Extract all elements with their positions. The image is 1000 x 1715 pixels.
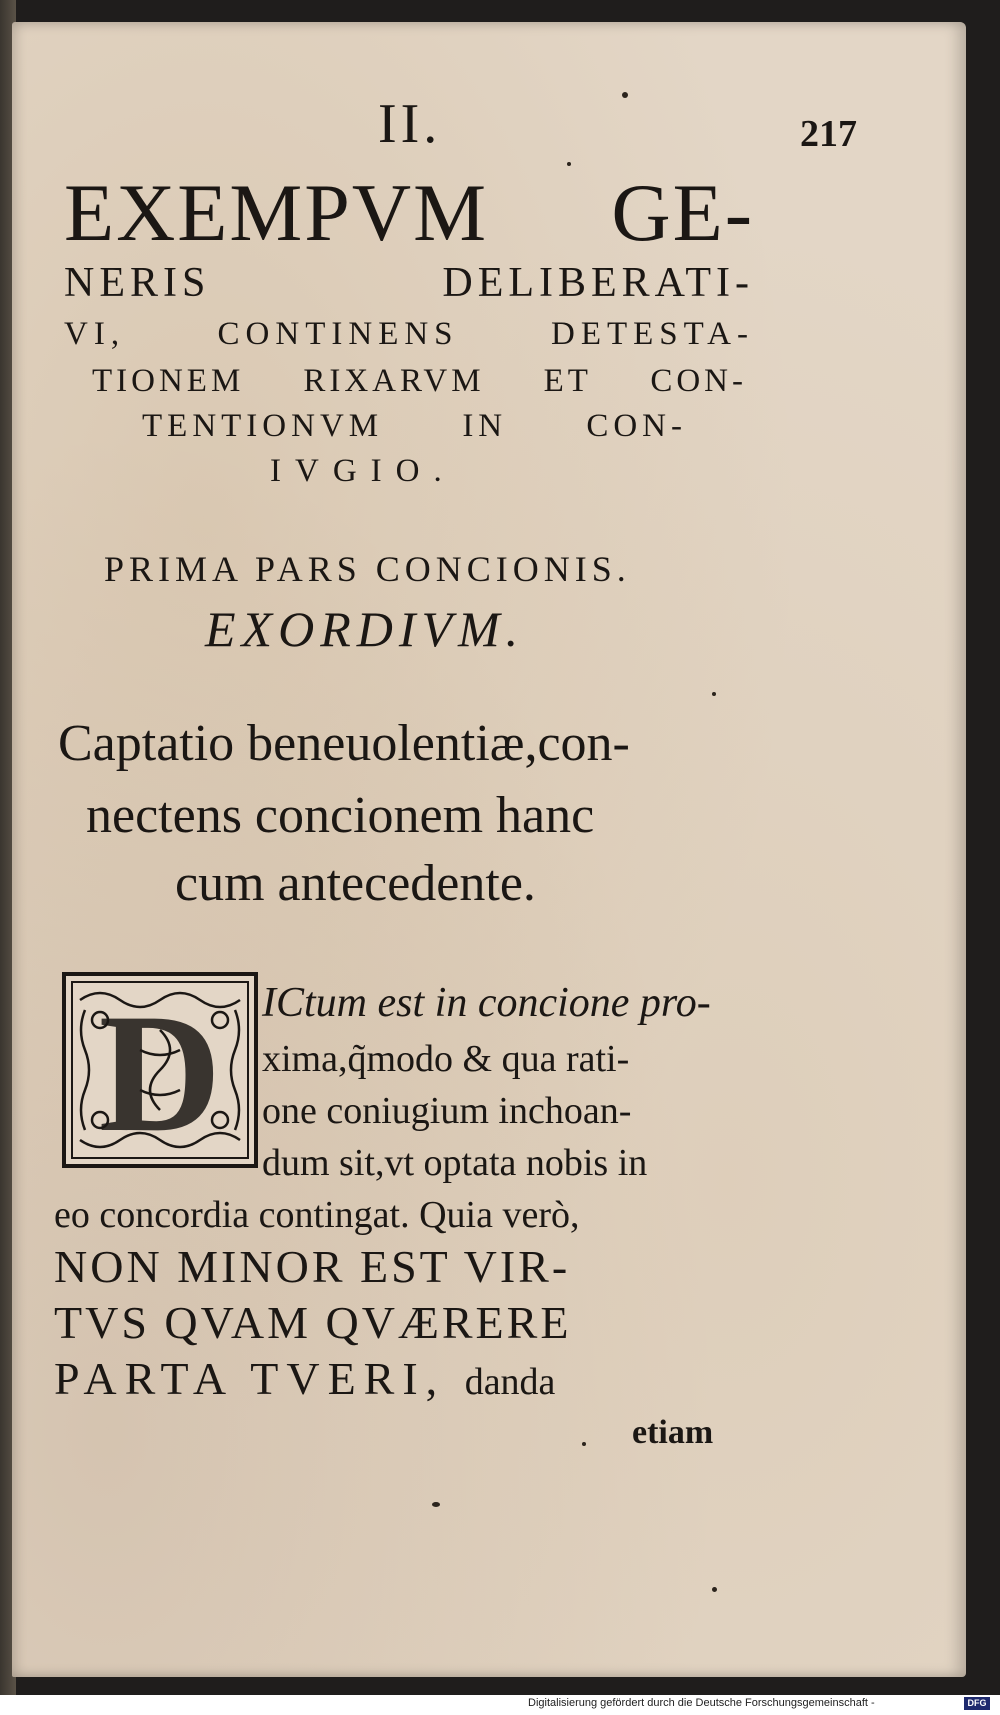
body-line: ICtum est in concione pro- [262,980,711,1026]
trailing-word: danda [464,1361,556,1403]
catchword: etiam [632,1414,714,1451]
chapter-number: II. [378,93,442,155]
decorated-initial [60,970,260,1170]
title-line: TENTIONVM IN CON- [142,408,687,444]
body-line: eo concordia contingat. Quia verò, [54,1194,580,1236]
title-line: IVGIO. [270,453,456,489]
heading-line: nectens concionem hanc [86,787,595,844]
heading-line: Captatio beneuolentiæ,con- [58,715,630,772]
initial-letter: D [98,979,222,1167]
caps-phrase: PARTA TVERI, [54,1353,446,1404]
heading-line: cum antecedente. [175,855,536,912]
caps-line: TVS QVAM QVÆRERE [54,1297,572,1348]
subsection-heading: EXORDIVM. [205,601,525,657]
dfg-logo: DFG [964,1697,990,1710]
page-number: 217 [800,113,857,155]
digitization-credit: Digitalisierung gefördert durch die Deutsche Forschungsgemeinschaft - [528,1697,875,1709]
body-line: dum sit,vt optata nobis in [262,1142,648,1184]
title-line: TIONEM RIXARVM ET CON- [92,363,747,399]
title-line: NERIS DELIBERATI- [64,260,754,306]
caps-line: NON MINOR EST VIR- [54,1241,571,1292]
caps-line-last [54,1353,556,1404]
title-line: VI, CONTINENS DETESTA- [64,316,754,352]
body-line: xima,q̃modo & qua rati- [262,1038,630,1080]
section-heading: PRIMA PARS CONCIONIS. [104,549,631,589]
title-line: EXEMPVM GE- [64,167,754,258]
body-line: one coniugium inchoan- [262,1090,632,1132]
